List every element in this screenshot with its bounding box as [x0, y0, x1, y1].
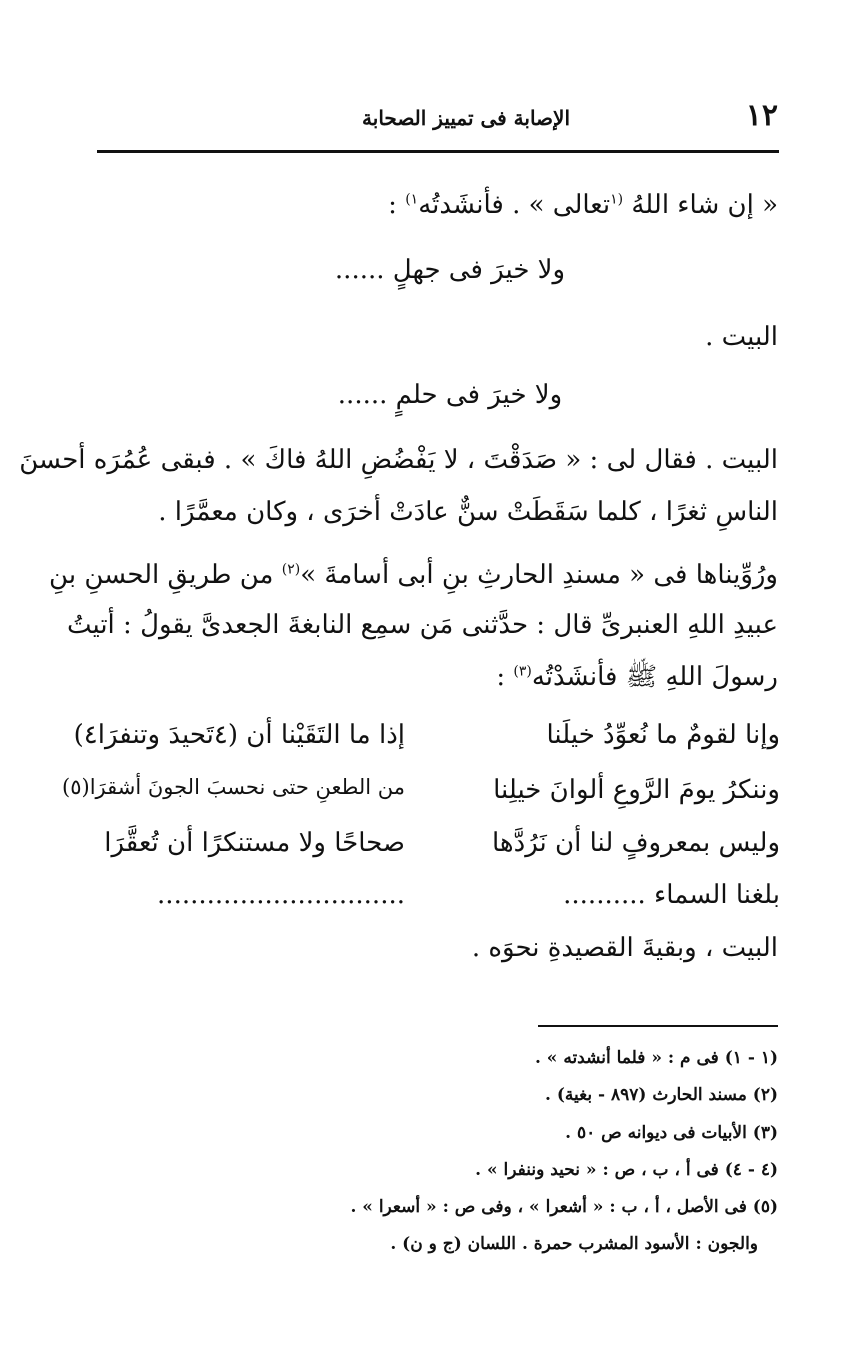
paragraph-1-line-1: البيت . فقال لى : « صَدَقْتَ ، لا يَفْضُضِ اللهُ فاكَ » . فبقى عُمُرَه أحسنَ	[19, 445, 778, 475]
page-number: ١٢	[745, 98, 778, 133]
footnote-marker: (١	[610, 191, 624, 208]
poem-second-hemistich: صحاحًا ولا مستنكرًا أن تُعقَّرَا	[104, 828, 405, 858]
text-line-1	[388, 190, 778, 220]
footnote-rule	[538, 1025, 778, 1027]
header-rule	[97, 150, 779, 153]
footnote-marker: ١)	[405, 191, 419, 208]
poem-first-hemistich: وليس بمعروفٍ لنا أن نَرُدَّها	[492, 828, 780, 858]
footnote-marker: (٢)	[281, 561, 301, 578]
footnote: (٣) الأبيات فى ديوانه ص ٥٠ .	[565, 1123, 778, 1143]
bayt-line: البيت .	[705, 322, 778, 352]
text-segment: :	[496, 662, 506, 692]
poem-first-hemistich: وإنا لقومٌ ما نُعوِّدُ خيلَنا	[546, 720, 780, 750]
poem-second-hemistich: من الطعنِ حتى نحسبَ الجونَ أشقرَا(٥)	[62, 775, 405, 799]
poem-second-hemistich: إذا ما التَقَيْنا أن (٤تَحيدَ وتنفرَا٤)	[73, 720, 405, 750]
verse-fragment-1: ولا خيرَ فى جهلٍ ......	[334, 255, 566, 285]
footnote: (٤ - ٤) فى أ ، ب ، ص : « نحيد وننفرا » .	[475, 1160, 778, 1180]
poem-verse	[105, 880, 780, 930]
text-segment: رسولَ اللهِ ﷺ فأنشَدْتُه	[531, 662, 778, 692]
text-segment: :	[388, 190, 397, 220]
text-segment: ورُوِّيناها فى « مسندِ الحارثِ بنِ أبى أسامةَ »	[300, 560, 778, 590]
poem-second-hemistich: ..............................	[157, 880, 405, 910]
poem-verse	[105, 828, 780, 878]
paragraph-1-line-2: الناسِ ثغرًا ، كلما سَقَطَتْ سنٌّ عادَتْ أخرَى ، وكان معمَّرًا .	[158, 497, 778, 527]
footnote-continuation: والجون : الأسود المشرب حمرة . اللسان (ج و ن) .	[390, 1234, 758, 1254]
footnote: (٥) فى الأصل ، أ ، ب : « أشعرا » ، وفى ص : « أسعرا » .	[350, 1197, 778, 1217]
poem-first-hemistich: وننكرُ يومَ الرَّوعِ ألوانَ خيلِنا	[493, 775, 780, 805]
text-segment: تعالى » . فأنشَدتُه	[418, 190, 611, 220]
footnote: (٢) مسند الحارث (٨٩٧ - بغية) .	[545, 1085, 778, 1105]
footnote: (١ - ١) فى م : « فلما أنشدته » .	[534, 1048, 778, 1068]
running-title: الإصابة فى تمييز الصحابة	[362, 106, 570, 130]
text-segment: « إن شاء اللهُ	[631, 190, 778, 220]
closing-line: البيت ، وبقيةَ القصيدةِ نحوَه .	[471, 933, 778, 963]
poem-verse	[62, 775, 780, 825]
poem-first-hemistich: بلغنا السماء ..........	[563, 880, 780, 910]
text-segment: من طريقِ الحسنِ بنِ	[49, 560, 274, 590]
paragraph-2-line-3	[496, 660, 778, 698]
poem-verse	[73, 720, 780, 770]
footnote-marker: (٣)	[513, 663, 532, 680]
paragraph-2-line-2: عبيدِ اللهِ العنبرىِّ قال : حدَّثنى مَن سمِع النابغةَ الجعدىَّ يقولُ : أتيتُ	[66, 610, 778, 640]
verse-fragment-2: ولا خيرَ فى حلمٍ ......	[337, 380, 563, 410]
paragraph-2-line-1	[49, 560, 778, 590]
